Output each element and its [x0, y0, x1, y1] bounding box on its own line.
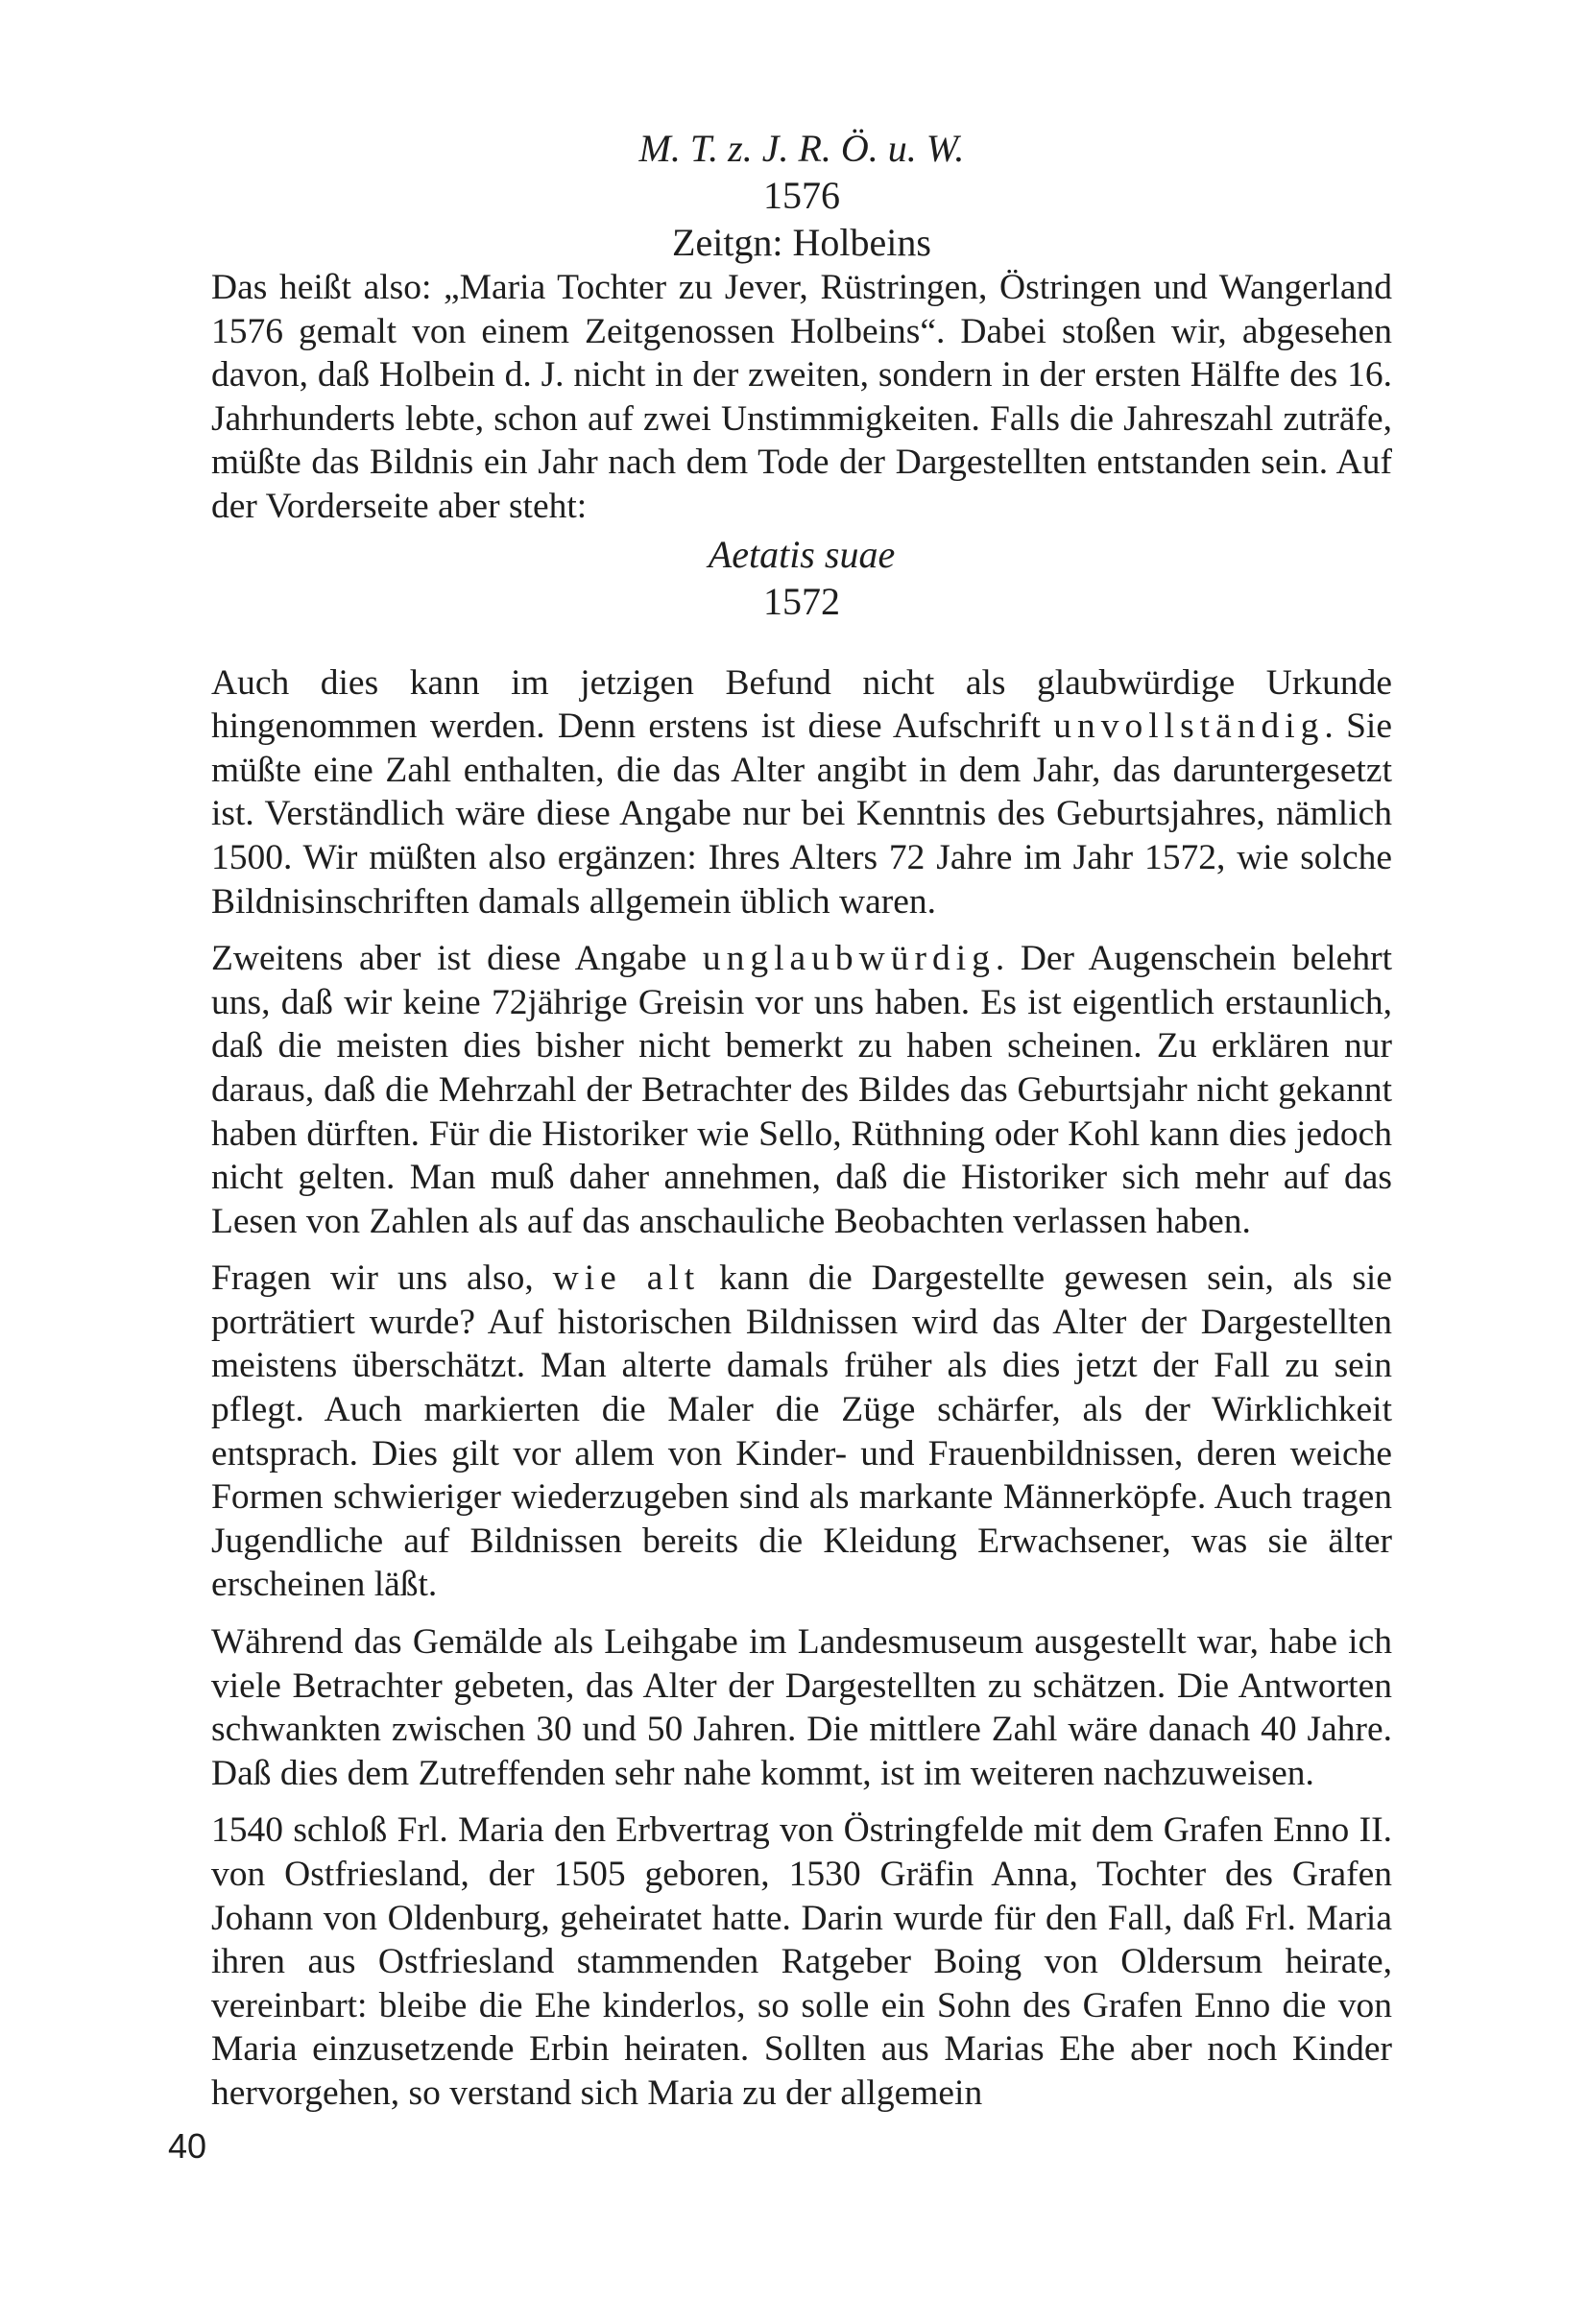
inscription-line-3: Zeitgn: Holbeins: [672, 221, 931, 264]
paragraph-2-text-c: . Sie müßte eine Zahl enthalten, die das Alter angibt in dem Jahr, das daruntergesetzt ist. Verständlich wäre diese Angabe nur bei Kenntnis des Geburtsjahres, nämlich 1500. Wir müßten also ergänzen: Ihres Alters 72 Jahre im Jahr 1572, wie solche Bildnisinschriften damals allgemein üblich waren.: [211, 707, 1392, 922]
inscription-line-1: M. T. z. J. R. Ö. u. W.: [638, 127, 965, 170]
inscription-line-2: 1576: [763, 174, 840, 217]
paragraph-4-text-a: Fragen wir uns also,: [211, 1258, 553, 1299]
paragraph-4-text-c: kann die Dargestellte gewesen sein, als sie porträtiert wurde? Auf historischen Bildnissen wird das Alter der Dargestellten meistens überschätzt. Man alterte damals früher als dies jetzt der Fall zu sein pflegt. Auch markierten die Maler die Züge schärfer, als der Wirklichkeit entsprach. Dies gilt vor allem von Kinder- und Frauenbildnissen, deren weiche Formen schwieriger wiederzugeben sind als markante Männerköpfe. Auch tragen Jugendliche auf Bildnissen bereits die Kleidung Erwachsener, was sie älter erscheinen läßt.: [211, 1258, 1392, 1605]
paragraph-1: Das heißt also: „Maria Tochter zu Jever, Rüstringen, Östringen und Wangerland 1576 gemalt von einem Zeitgenossen Holbeins“. Dabei stoßen wir, abgesehen davon, daß Holbein d. J. nicht in der zweiten, sondern in der ersten Hälfte des 16. Jahrhunderts lebte, schon auf zwei Unstimmigkeiten. Falls die Jahreszahl zuträfe, müßte das Bildnis ein Jahr nach dem Tode der Dargestellten entstanden sein. Auf der Vorderseite aber steht:: [211, 268, 1392, 526]
paragraph-5: Während das Gemälde als Leihgabe im Landesmuseum ausgestellt war, habe ich viele Betrachter gebeten, das Alter der Dargestellten zu schätzen. Die Antworten schwankten zwischen 30 und 50 Jahren. Die mittlere Zahl wäre danach 40 Jahre. Daß dies dem Zutreffenden sehr nahe kommt, ist im weiteren nachzuweisen.: [211, 1622, 1392, 1793]
paragraph-2-emphasis: unvollständig: [1053, 707, 1325, 747]
paragraph-2: [211, 661, 1392, 924]
paragraph-3: [211, 937, 1392, 1243]
paragraph-4: [211, 1257, 1392, 1607]
paragraph-3-text-a: Zweitens aber ist diese Angabe: [211, 939, 703, 979]
paragraph-3-text-c: . Der Augenschein belehrt uns, daß wir keine 72jährige Greisin vor uns haben. Es ist eigentlich erstaunlich, daß die meisten dies bisher nicht bemerkt zu haben scheinen. Zu erklären nur daraus, daß die Mehrzahl der Betrachter des Bildes das Geburtsjahr nicht gekannt haben dürften. Für die Historiker wie Sello, Rüthning oder Kohl kann dies jedoch nicht gelten. Man muß daher annehmen, daß die Historiker sich mehr auf das Lesen von Zahlen als auf das anschauliche Beobachten verlassen haben.: [211, 939, 1392, 1241]
page-number: 40: [168, 2126, 207, 2166]
front-inscription-line-1: Aetatis suae: [708, 532, 896, 576]
paragraph-3-emphasis: unglaubwürdig: [702, 939, 996, 979]
page-body: [211, 125, 1392, 2116]
paragraph-2-text-a: Auch dies kann im jetzigen Befund nicht als glaubwürdige Urkunde hingenommen werden. Denn erstens ist diese Aufschrift: [211, 662, 1392, 747]
paragraph-6: 1540 schloß Frl. Maria den Erbvertrag von Östringfelde mit dem Grafen Enno II. von Ostfriesland, der 1505 geboren, 1530 Gräfin Anna, Tochter des Grafen Johann von Oldenburg, geheiratet hatte. Darin wurde für den Fall, daß Frl. Maria ihren aus Ostfriesland stammenden Ratgeber Boing von Oldersum heirate, vereinbart: bleibe die Ehe kinderlos, so solle ein Sohn des Grafen Enno die von Maria einzusetzende Erbin heiraten. Sollten aus Marias Ehe aber noch Kinder hervorgehen, so verstand sich Maria zu der allgemein: [211, 1810, 1392, 2113]
front-inscription-line-2: 1572: [763, 579, 840, 623]
section-gap: [211, 625, 1392, 661]
paragraph-4-emphasis: wie alt: [552, 1258, 701, 1299]
